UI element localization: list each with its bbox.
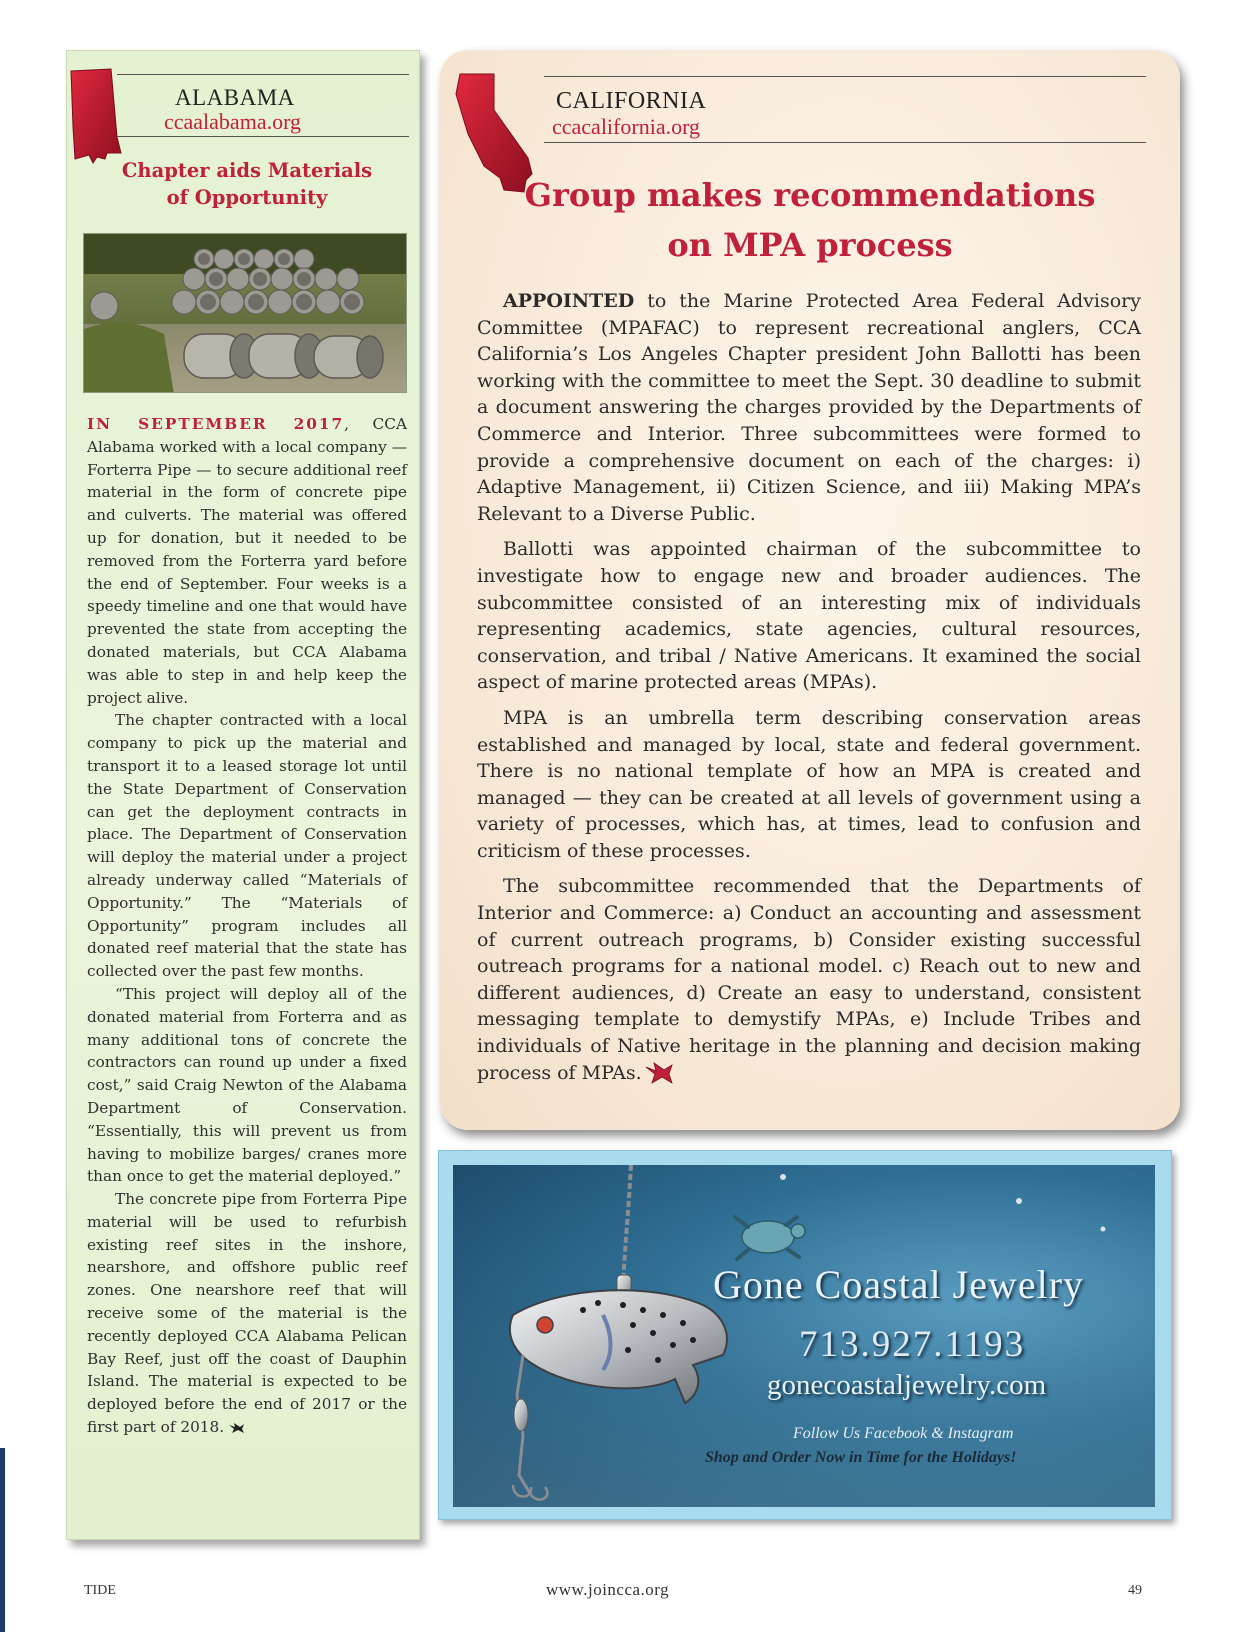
california-headline [500, 170, 1120, 270]
alabama-bottom-rule [117, 136, 409, 137]
alabama-sidebar [66, 50, 420, 1540]
california-state-name: CALIFORNIA [556, 88, 707, 114]
alabama-state-name: ALABAMA [175, 85, 295, 110]
alabama-paragraph-1-text: , CCA Alabama worked with a local company —Forterra Pipe — to secure additional reef material in the form of concrete pipe and culverts. The material was offered up for donation, but it needed to be removed from the Forterra yard before the end of September. Four weeks is a speedy timeline and one that would have prevented the state from accepting the donated materials, but CCA Alabama was able to step in and help keep the project alive. [87, 415, 407, 707]
california-paragraph-1-text: to the Marine Protected Area Federal Advisory Committee (MPAFAC) to represent recreational anglers, CCA California’s Los Angeles Chapter president John Ballotti has been working with the committee to meet the Sept. 30 deadline to submit a document answering the charges provided by the Departments of Commerce and Interior. Three subcommittees were formed to provide a comprehensive document on each of the charges: i) Adaptive Management, ii) Citizen Science, and iii) Making MPA’s Relevant to a Diverse Public. [477, 290, 1141, 525]
alabama-headline-line1: Chapter aids Materials [121, 159, 373, 182]
california-paragraph-4-text: The subcommittee recommended that the Departments of Interior and Commerce: a) Conduct an accounting and assessment of current outreach programs, b) Consider existing successful outreach programs for a national model. c) Reach out to new and different audiences, d) Create an easy to understand, consistent messaging template to demystify MPAs, e) Include Tribes and individuals of Native heritage in the planning and decision making process of MPAs. [477, 875, 1141, 1084]
ad-brand-name: Gone Coastal Jewelry [713, 1262, 1085, 1307]
ad-website-link[interactable]: gonecoastaljewelry.com [767, 1369, 1047, 1401]
gone-coastal-jewelry-ad[interactable] [438, 1150, 1172, 1520]
alabama-url-link[interactable]: ccaalabama.org [164, 109, 302, 134]
alabama-paragraph-3: “This project will deploy all of the donated material from Forterra and as many additional tons of concrete the contractors can round up under a fixed cost,” said Craig Newton of the Alabama Department of Conservation. “Essentially, this will prevent us from having to mobilize barges/ cranes more than once to get the material deployed.” [87, 984, 407, 1186]
alabama-headline-line2: of Opportunity [166, 186, 328, 209]
footer-page-number: 49 [1128, 1583, 1142, 1598]
alabama-paragraph-2: The chapter contracted with a local company to pick up the material and transport it to a leased storage lot until the State Department of Conservation can get the deployment contracts in place. The Department of Conservation will deploy the material under a project already underway called “Materials of Opportunity.” The “Materials of Opportunity” program includes all donated reef material that the state has collected over the past few months. [87, 711, 407, 981]
cca-end-mark-icon [228, 1422, 245, 1434]
page-edge-bar [0, 1448, 5, 1632]
california-headline-line1: Group makes recommendations [524, 176, 1096, 214]
california-top-rule [544, 76, 1146, 77]
concrete-pipe-photo [83, 233, 407, 393]
california-panel [440, 50, 1180, 1130]
california-url-link[interactable]: ccacalifornia.org [552, 114, 701, 139]
california-paragraph-3: MPA is an umbrella term describing conservation areas established and managed by local, state and federal government. There is no national template of how an MPA is created and managed — they can be created at all levels of government using a variety of processes, which has, at times, lead to confusion and criticism of these processes. [477, 706, 1141, 862]
alabama-headline [87, 157, 407, 211]
california-bottom-rule [544, 142, 1146, 143]
alabama-paragraph-4 [87, 1188, 407, 1439]
california-paragraph-1 [477, 288, 1141, 527]
ad-tagline: Shop and Order Now in Time for the Holidays! [705, 1449, 1017, 1466]
footer-magazine-name: TIDE [84, 1583, 116, 1598]
california-lead: APPOINTED [503, 290, 635, 312]
alabama-top-rule [117, 74, 409, 75]
california-headline-line2: on MPA process [667, 226, 953, 264]
footer-website-link[interactable]: www.joincca.org [546, 1580, 670, 1599]
california-paragraph-2: Ballotti was appointed chairman of the subcommittee to investigate how to engage new and broader audiences. The subcommittee consisted of an interesting mix of individuals representing academics, state agencies, cultural resources, conservation, and tribal / Native Americans. It examined the social aspect of marine protected areas (MPAs). [477, 538, 1141, 694]
alabama-lead-caps: IN SEPTEMBER 2017 [87, 415, 345, 433]
cca-redfish-end-mark-icon [644, 1061, 674, 1085]
california-article-body [477, 288, 1141, 1095]
ad-phone-number[interactable]: 713.927.1193 [799, 1324, 1026, 1365]
alabama-paragraph-4-text: The concrete pipe from Forterra Pipe material will be used to refurbish existing reef sites in the inshore, nearshore, and offshore public reef zones. One nearshore reef that will receive some of the material is the recently deployed CCA Alabama Pelican Bay Reef, just off the coast of Dauphin Island. The material is expected to be deployed before the end of 2017 or the first part of 2018. [87, 1190, 407, 1437]
alabama-article-body [87, 413, 407, 1439]
alabama-paragraph-1 [87, 413, 407, 709]
ad-image [453, 1165, 1155, 1507]
california-paragraph-4 [477, 873, 1141, 1086]
ad-follow-text: Follow Us Facebook & Instagram [793, 1425, 1014, 1442]
